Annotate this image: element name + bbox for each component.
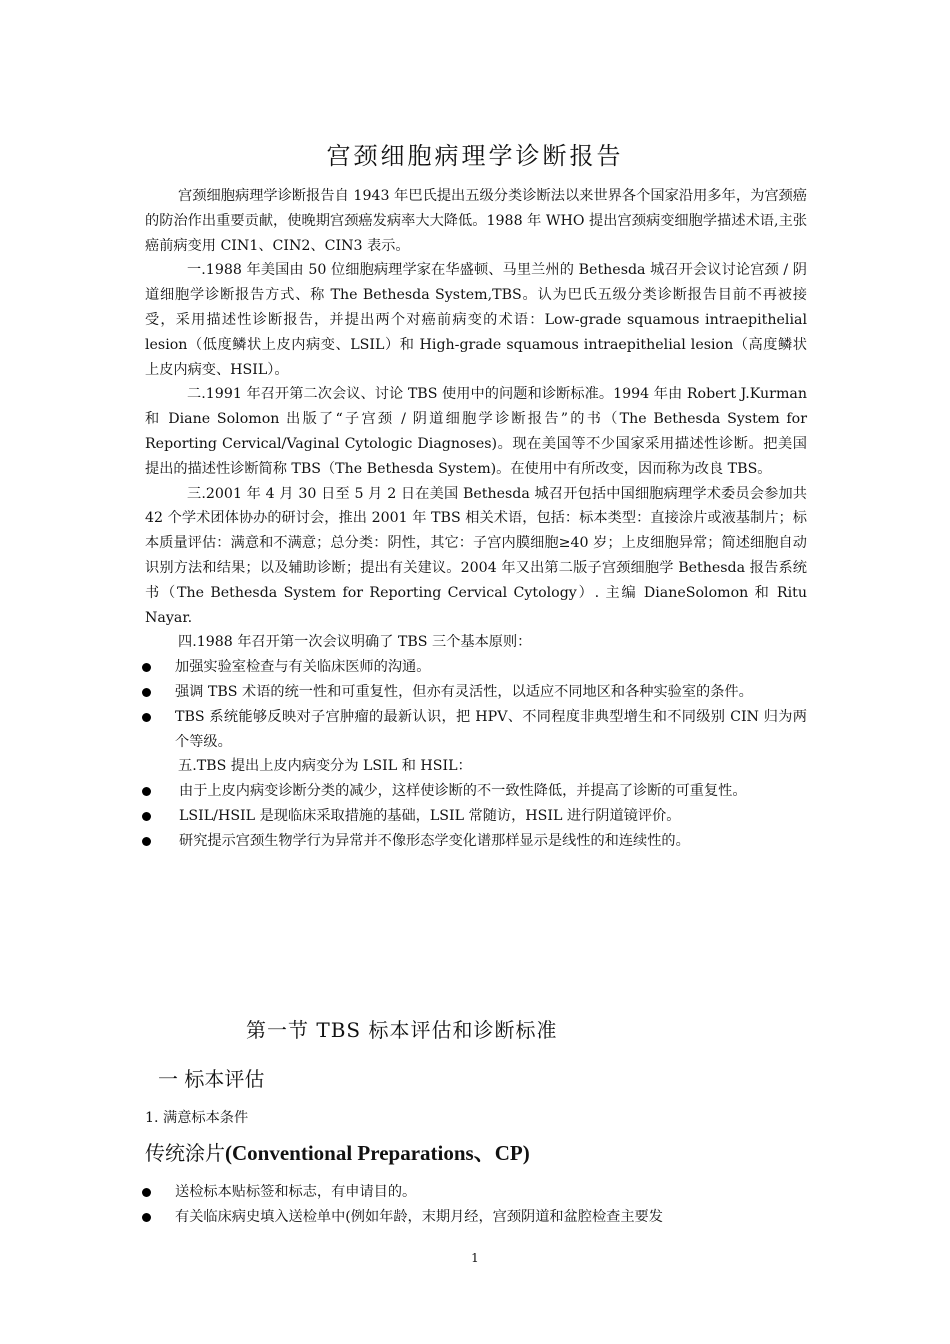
bullet-icon — [142, 837, 151, 846]
list-item: 加强实验室检查与有关临床医师的沟通。 — [145, 655, 807, 680]
document-title: 宫颈细胞病理学诊断报告 — [326, 142, 624, 170]
subsection-title: 一 标本评估 — [158, 1067, 265, 1091]
principles-list — [145, 655, 807, 754]
list-item: 研究提示宫颈生物学行为异常并不像形态学变化谱那样显示是线性的和连续性的。 — [145, 829, 807, 854]
list-item: 由于上皮内病变诊断分类的减少，这样使诊断的不一致性降低，并提高了诊断的可重复性。 — [145, 779, 807, 804]
principles-intro: 四.1988 年召开第一次会议明确了 TBS 三个基本原则： — [178, 634, 532, 651]
bullet-icon — [142, 812, 151, 821]
list-item: LSIL/HSIL 是现临床采取措施的基础，LSIL 常随访，HSIL 进行阴道镜评价。 — [145, 804, 807, 829]
lsil-hsil-list — [145, 779, 807, 853]
cp-heading-english: (Conventional Preparations、CP) — [225, 1141, 530, 1165]
bullet-icon — [142, 787, 151, 796]
page-number: 1 — [471, 1251, 479, 1265]
lsil-hsil-intro: 五.TBS 提出上皮内病变分为 LSIL 和 HSIL： — [178, 758, 472, 775]
list-item: 送检标本贴标签和标志，有申请目的。 — [145, 1180, 807, 1205]
document-body — [145, 184, 807, 854]
history-paragraph-1991: 二.1991 年召开第二次会议、讨论 TBS 使用中的问题和诊断标准。1994 年由 Robert J.Kurman 和 Diane Solomon 出版了“子宫颈 / 阴道细胞学诊断报告”的书（The Bethesda System for Reporting Cervical/Vaginal Cytologic Diagnoses)。现在美国等不少国家采用描述性诊断。把美国提出的描述性诊断简称 TBS（The Bethesda System)。在使用中有所改变，因而称为改良 TBS。 — [145, 386, 807, 477]
list-item: 强调 TBS 术语的统一性和可重复性，但亦有灵活性，以适应不同地区和各种实验室的条件。 — [145, 680, 807, 705]
conventional-preparations-heading — [145, 1137, 530, 1167]
bullet-icon — [142, 1188, 151, 1197]
bullet-icon — [142, 688, 151, 697]
list-item: 有关临床病史填入送检单中(例如年龄，末期月经，宫颈阴道和盆腔检查主要发 — [145, 1205, 807, 1230]
history-paragraph-2001: 三.2001 年 4 月 30 日至 5 月 2 日在美国 Bethesda 城召开包括中国细胞病理学术委员会参加共 42 个学术团体协办的研讨会，推出 2001 年 TBS 相关术语，包括：标本类型：直接涂片或液基制片；标本质量评估：满意和不满意；总分类：阴性，其它：子宫内膜细胞≥40 岁；上皮细胞异常；简述细胞自动识别方法和结果；以及辅助诊断；提出有关建议。2004 年又出第二版子宫颈细胞学 Bethesda 报告系统书（The Bethesda System for Reporting Cervical Cytology）. 主编 DianeSolomon 和 Ritu Nayar. — [145, 485, 807, 626]
history-paragraph-1988: 一.1988 年美国由 50 位细胞病理学家在华盛顿、马里兰州的 Bethesda 城召开会议讨论宫颈 / 阴道细胞学诊断报告方式、称 The Bethesda System,TBS。认为巴氏五级分类诊断报告目前不再被接受，采用描述性诊断报告，并提出两个对癌前病变的术语：Low-grade squamous intraepithelial lesion（低度鳞状上皮内病变、LSIL）和 High-grade squamous intraepithelial lesion（高度鳞状上皮内病变、HSIL）。 — [145, 262, 807, 378]
bullet-icon — [142, 663, 151, 672]
intro-paragraph: 宫颈细胞病理学诊断报告自 1943 年巴氏提出五级分类诊断法以来世界各个国家沿用多年，为宫颈癌的防治作出重要贡献，使晚期宫颈癌发病率大大降低。1988 年 WHO 提出宫颈病变细胞学描述术语,主张癌前病变用 CIN1、CIN2、CIN3 表示。 — [145, 188, 808, 254]
bullet-icon — [142, 713, 151, 722]
cp-requirements-list — [145, 1180, 807, 1230]
satisfactory-specimen-heading: 1. 满意标本条件 — [145, 1110, 249, 1126]
section-title: 第一节 TBS 标本评估和诊断标准 — [246, 1018, 558, 1042]
bullet-icon — [142, 1213, 151, 1222]
list-item: TBS 系统能够反映对子宫肿瘤的最新认识，把 HPV、不同程度非典型增生和不同级别 CIN 归为两个等级。 — [145, 705, 807, 755]
cp-requirements — [145, 1180, 807, 1230]
cp-heading-chinese: 传统涂片 — [145, 1141, 225, 1165]
